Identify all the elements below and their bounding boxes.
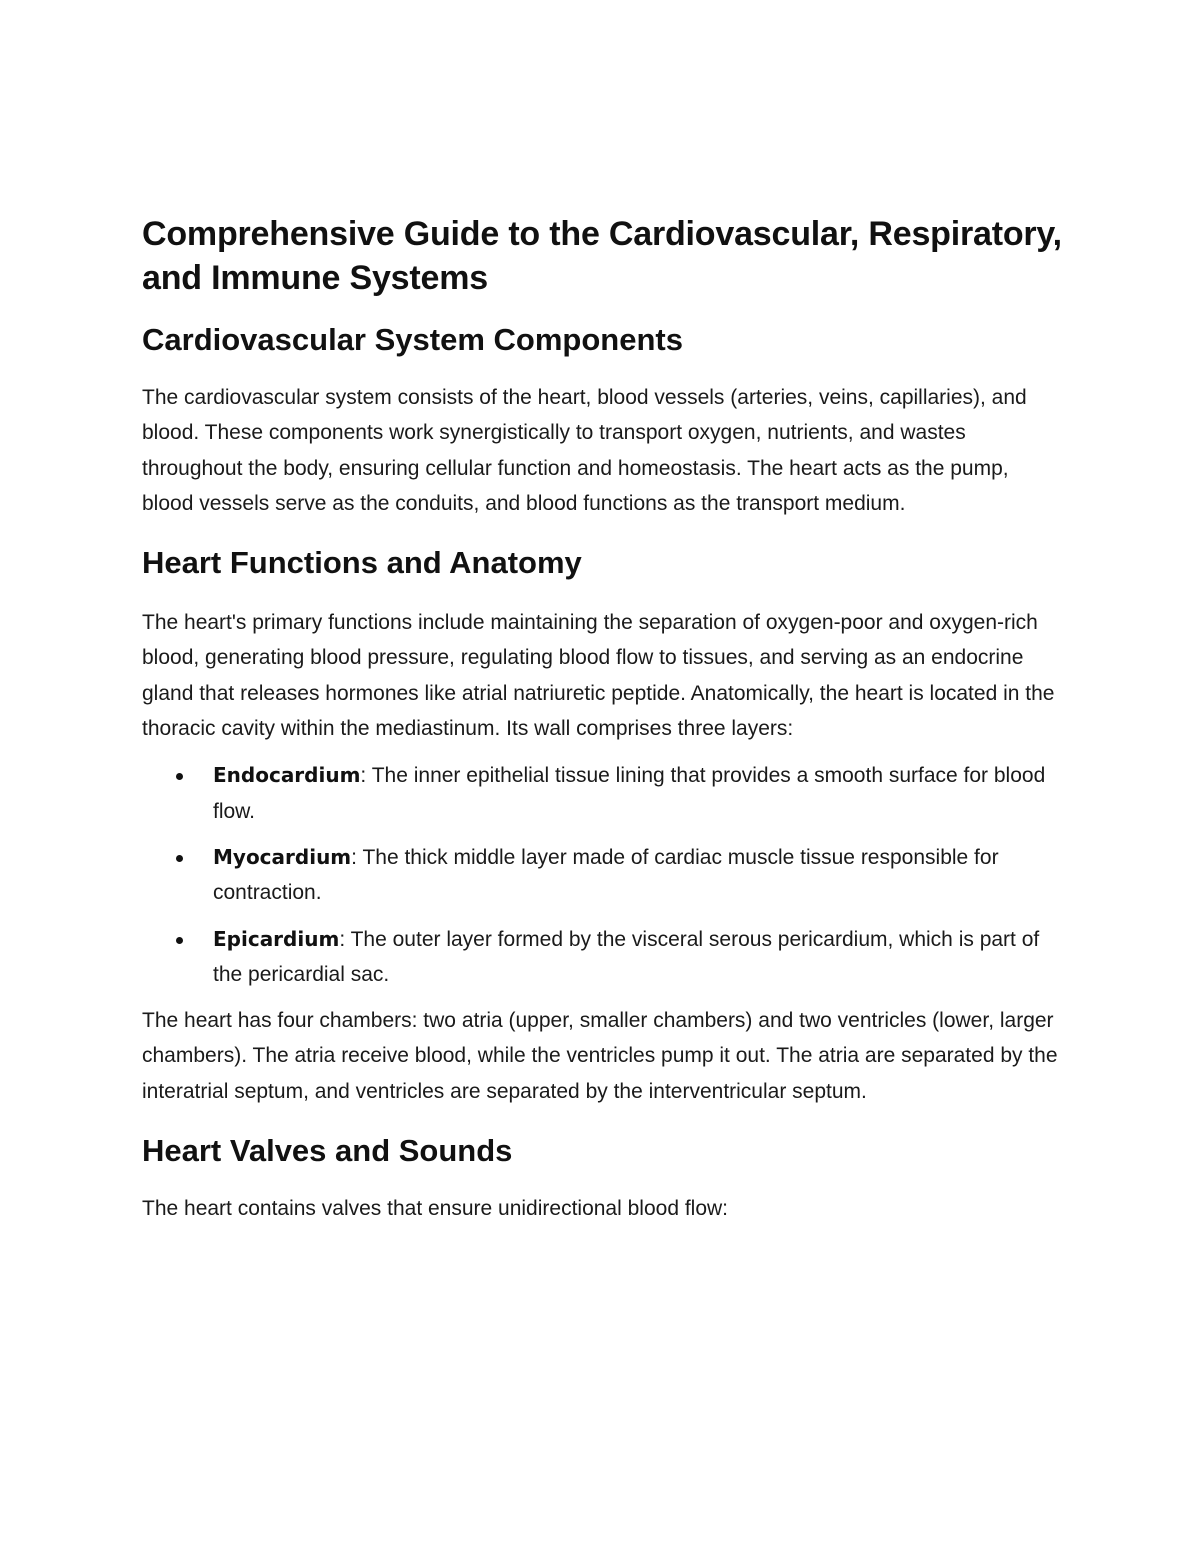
paragraph-heart-chambers: The heart has four chambers: two atria (upper, smaller chambers) and two ventricles (lower, larger chambers). The atria receive blood, while the ventricles pump it out. The atria are separated by the interatrial septum, and ventricles are separated by the interventricular septum. [142,1009,1058,1103]
bullet-icon [176,855,183,862]
term-myocardium: Myocardium [213,844,352,869]
bullet-icon [176,773,183,780]
document-page [142,212,1062,1226]
term-endocardium: Endocardium [213,763,361,788]
document-title: Comprehensive Guide to the Cardiovascular, Respiratory, and Immune Systems [142,215,1062,297]
term-epicardium: Epicardium [213,926,340,951]
list-item-myocardium [142,840,1062,911]
bullet-icon [176,937,183,944]
paragraph-heart-valves: The heart contains valves that ensure unidirectional blood flow: [142,1197,729,1221]
section-heading-cardiovascular-components: Cardiovascular System Components [142,322,683,357]
list-item-epicardium [142,922,1062,993]
list-item-endocardium [142,758,1062,829]
description-myocardium: : The thick middle layer made of cardiac muscle tissue responsible for contraction. [213,845,999,905]
paragraph-cardiovascular-components: The cardiovascular system consists of the heart, blood vessels (arteries, veins, capillaries), and blood. These components work synergistically to transport oxygen, nutrients, and wastes throughout the body, ensuring cellular function and homeostasis. The heart acts as the pump, blood vessels serve as the conduits, and blood functions as the transport medium. [142,386,1027,515]
paragraph-heart-functions: The heart's primary functions include maintaining the separation of oxygen-poor and oxygen-rich blood, generating blood pressure, regulating blood flow to tissues, and serving as an endocrine gland that releases hormones like atrial natriuretic peptide. Anatomically, the heart is located in the thoracic cavity within the mediastinum. Its wall comprises three layers: [142,611,1055,741]
description-epicardium: : The outer layer formed by the visceral serous pericardium, which is part of the pericardial sac. [213,927,1040,986]
description-endocardium: : The inner epithelial tissue lining that provides a smooth surface for blood flow. [213,764,1046,823]
heart-layers-list [142,758,1062,992]
section-heading-heart-valves: Heart Valves and Sounds [142,1133,513,1169]
section-heading-heart-functions: Heart Functions and Anatomy [142,545,582,581]
